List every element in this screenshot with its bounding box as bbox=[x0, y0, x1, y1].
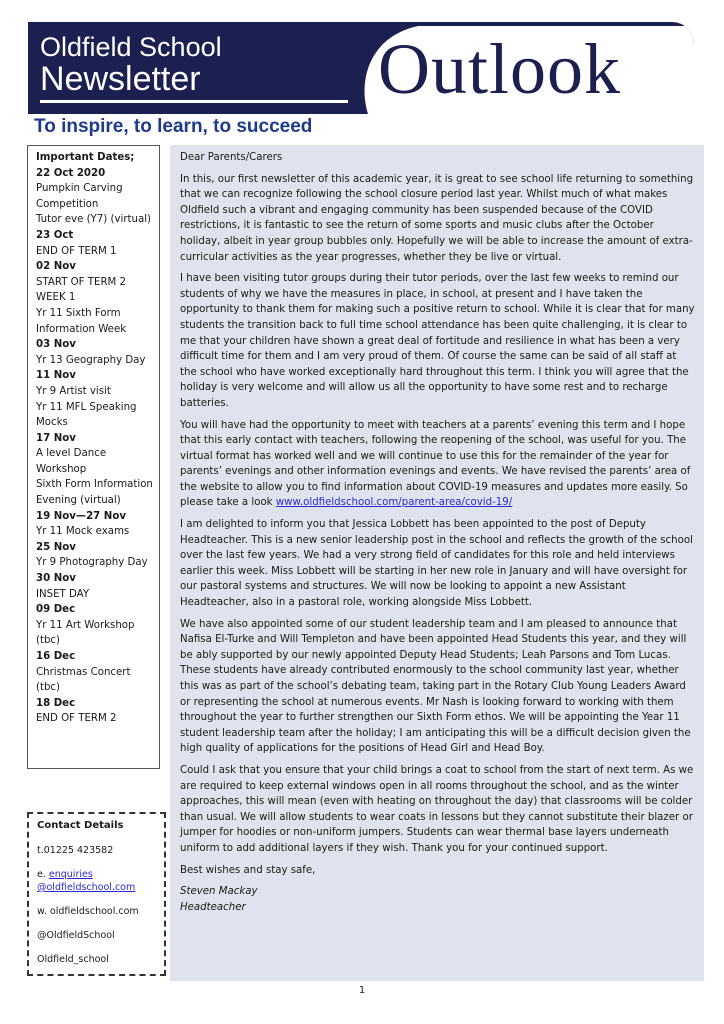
date-label: 17 Nov bbox=[36, 432, 76, 444]
letter-paragraph: Could I ask that you ensure that your child brings a coat to school from the start of next term. As we are required to keep external windows open in all rooms throughout the school, and as the winter approaches, this will mean (even with heating on throughout the day) that classrooms will be colder than usual. We will allow students to wear coats in lessons but they cannot substitute their blazer or jumper for hoodies or non-uniform jumpers. Students can wear thermal base layers underneath uniform to add additional layers if they wish. Thank you for your continued support. bbox=[180, 764, 694, 854]
date-label: 19 Nov—27 Nov bbox=[36, 510, 126, 522]
letter-paragraph: I am delighted to inform you that Jessica Lobbett has been appointed to the post of Deputy Headteacher. This is a new senior leadership post in the school and reflects the growth of the school over the last few years. We had a very strong field of candidates for this role and held interviews earlier this week. Miss Lobbett will be starting in her new role in January and will have oversight for our pastoral systems and structures. We will now be looking to appoint a new Assistant Headteacher, also in a pastoral role, working alongside Miss Lobbett. bbox=[180, 519, 693, 609]
letter-paragraph: I have been visiting tutor groups during their tutor periods, over the last few weeks to remind our students of why we have the measures in place, in school, at present and I have taken the opportunity to thank them for making such a positive return to school. While it is clear that for many students the transition back to full time school attendance has been quite challenging, it is clear to me that your children have shown a great deal of fortitude and resilience in what has been a very difficult time for them and I am very proud of them. Of course the same can be said of all staff at the school who have worked exceptionally hard throughout this term. I think you will agree that the holiday is very welcome and will allow us all the opportunity to have some rest and to recharge batteries. bbox=[180, 273, 695, 409]
date-event: END OF TERM 2 bbox=[36, 713, 117, 725]
date-event: Yr 11 Mock exams bbox=[36, 526, 130, 538]
date-event: Pumpkin Carving Competition bbox=[36, 183, 123, 210]
letter-paragraph bbox=[180, 418, 696, 512]
headteacher-letter bbox=[170, 145, 704, 981]
email-link[interactable]: enquiries @oldfieldschool.com bbox=[37, 869, 136, 893]
date-event: INSET DAY bbox=[36, 588, 90, 600]
banner-underline bbox=[40, 100, 348, 103]
date-event: Yr 11 Sixth Form Information Week bbox=[36, 307, 127, 335]
school-name: Oldfield School bbox=[40, 32, 222, 62]
contact-title: Contact Details bbox=[37, 820, 124, 831]
date-label: 23 Oct bbox=[36, 229, 74, 241]
date-event: Yr 9 Photography Day bbox=[36, 557, 148, 569]
date-event: Yr 11 Art Workshop (tbc) bbox=[36, 619, 135, 647]
date-label: 25 Nov bbox=[36, 541, 76, 553]
covid-info-link[interactable]: www.oldfieldschool.com/parent-area/covid-19/ bbox=[275, 497, 513, 509]
date-label: 02 Nov bbox=[36, 261, 76, 273]
masthead-title: Outlook bbox=[378, 29, 622, 109]
date-label: 30 Nov bbox=[36, 573, 76, 585]
dates-heading: Important Dates; bbox=[36, 152, 135, 163]
letter-greeting: Dear Parents/Carers bbox=[180, 152, 283, 163]
date-event: Yr 11 MFL Speaking Mocks bbox=[36, 401, 137, 429]
date-label: 22 Oct 2020 bbox=[36, 167, 106, 179]
paragraph-text: You will have had the opportunity to meet with teachers at a parents’ evening this term and I hope that this early contact with teachers, following the reopening of the school, was useful for you. The virtual format has worked well and we will continue to use this for the remainder of the year for parents’ evenings and other information evenings and events. We have revised the parents’ area of the website to allow you to find information about COVID-19 measures and updates more easily. So please take a look bbox=[180, 419, 691, 509]
date-event: Tutor eve (Y7) (virtual) bbox=[36, 214, 152, 226]
letter-paragraph: In this, our first newsletter of this academic year, it is great to see school life returning to something that we can recognize following the school closure period last year. Whilst much of what makes Oldfield such a vibrant and engaging community has been suspended because of the COVID restrictions, it is fantastic to see the return of some sports and music clubs after the October holiday, albeit in year group bubbles only. Hopefully we will be able to increase the amount of extra-curricular activities as the year progresses, whether they be live or virtual. bbox=[180, 173, 694, 263]
date-event: Yr 13 Geography Day bbox=[36, 354, 146, 366]
contact-instagram: Oldfield_school bbox=[37, 954, 109, 965]
page-number: 1 bbox=[358, 985, 366, 996]
date-event: Sixth Form Information Evening (virtual) bbox=[36, 479, 153, 507]
important-dates-box bbox=[27, 145, 160, 769]
date-label: 03 Nov bbox=[36, 339, 76, 351]
contact-twitter: @OldfieldSchool bbox=[37, 930, 115, 941]
date-label: 16 Dec bbox=[36, 651, 76, 662]
school-motto: To inspire, to learn, to succeed bbox=[34, 116, 313, 137]
signature-title: Headteacher bbox=[180, 901, 246, 913]
date-event: START OF TERM 2 WEEK 1 bbox=[36, 276, 127, 304]
date-label: 18 Dec bbox=[36, 697, 76, 709]
newsletter-label: Newsletter bbox=[40, 60, 201, 98]
dates-list bbox=[36, 166, 153, 727]
signature-name: Steven Mackay bbox=[180, 886, 258, 898]
newsletter-banner bbox=[28, 22, 694, 114]
date-label: 11 Nov bbox=[36, 370, 76, 382]
date-event: Yr 9 Artist visit bbox=[36, 385, 111, 397]
contact-website: w. oldfieldschool.com bbox=[37, 906, 139, 917]
date-label: 09 Dec bbox=[36, 604, 76, 616]
contact-phone: t.01225 423582 bbox=[37, 845, 114, 856]
date-event: Christmas Concert (tbc) bbox=[36, 666, 131, 694]
contact-details-box bbox=[27, 812, 166, 976]
letter-closing: Best wishes and stay safe, bbox=[180, 864, 316, 876]
date-event: A level Dance Workshop bbox=[36, 448, 107, 475]
date-event: END OF TERM 1 bbox=[36, 245, 117, 257]
letter-paragraph: We have also appointed some of our student leadership team and I am pleased to announce that Nafisa El-Turke and Will Templeton and have been appointed Head Students this year, and they will be ably supported by our newly appointed Deputy Head Students; Leah Parsons and Tom Lucas. These students have already contributed enormously to the school community last year, whether this was as part of the school’s debating team, taking part in the Rotary Club Young Leaders Award or representing the school at numerous events. Mr Nash is looking forward to working with them throughout the year to further strengthen our Sixth Form ethos. We will be appointing the Year 11 student leadership team after the holiday; I am anticipating this will be a difficult decision given the high quality of applications for the positions of Head Girl and Head Boy. bbox=[180, 618, 691, 755]
email-prefix: e. bbox=[37, 869, 49, 880]
contact-email bbox=[37, 868, 158, 894]
